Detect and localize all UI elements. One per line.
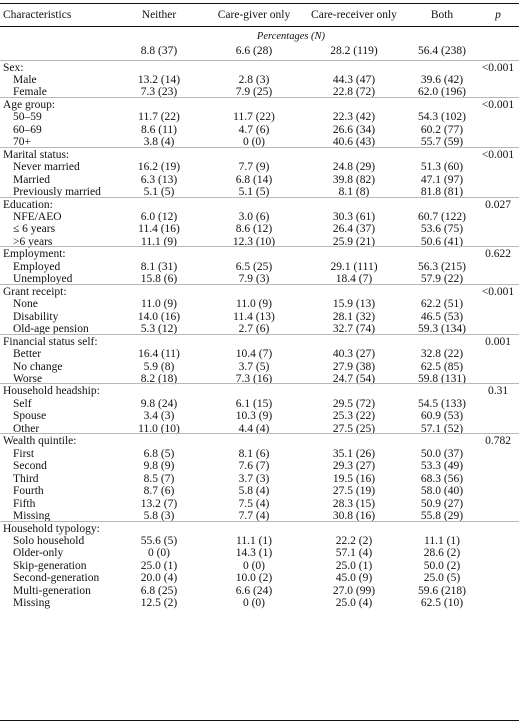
cell-care-receiver-only: 25.0 (4)	[335, 597, 373, 610]
cell-neither: 6.8 (25)	[140, 584, 178, 597]
row-label: Second	[13, 460, 47, 473]
cell-both: 57.1 (52)	[420, 422, 464, 435]
total-care-receiver-only: 28.2 (119)	[330, 45, 378, 57]
group-label: Sex:	[3, 61, 24, 74]
cell-care-receiver-only: 29.5 (72)	[332, 397, 376, 410]
cell-neither: 9.8 (24)	[140, 397, 178, 410]
cell-neither: 15.8 (6)	[140, 273, 178, 286]
cell-care-receiver-only: 8.1 (8)	[338, 186, 370, 199]
cell-care-receiver-only: 27.5 (19)	[332, 485, 376, 498]
cell-care-giver-only: 7.7 (9)	[238, 161, 270, 174]
cell-care-giver-only: 10.0 (2)	[235, 572, 273, 585]
cell-neither: 55.6 (5)	[140, 534, 178, 547]
cell-neither: 13.2 (14)	[137, 73, 181, 86]
cell-care-giver-only: 0 (0)	[242, 597, 266, 610]
group-p-value: 0.782	[485, 435, 511, 448]
cell-care-receiver-only: 25.3 (22)	[332, 410, 376, 423]
cell-care-giver-only: 2.7 (6)	[238, 323, 270, 336]
cell-neither: 16.4 (11)	[138, 348, 180, 361]
cell-neither: 6.3 (13)	[140, 173, 178, 186]
total-both: 56.4 (238)	[418, 45, 466, 57]
header-both: Both	[430, 9, 454, 21]
row-label: Older-only	[13, 547, 64, 560]
cell-neither: 14.0 (16)	[137, 310, 181, 323]
cell-care-receiver-only: 57.1 (4)	[335, 547, 373, 560]
cell-neither: 11.0 (9)	[141, 298, 177, 311]
header-rule	[0, 26, 519, 27]
cell-neither: 25.0 (1)	[140, 559, 178, 572]
cell-care-receiver-only: 30.3 (61)	[332, 211, 376, 224]
cell-both: 53.3 (49)	[420, 460, 464, 473]
row-label: ≤ 6 years	[13, 223, 56, 236]
cell-both: 62.0 (196)	[418, 86, 466, 99]
cell-care-receiver-only: 18.4 (7)	[335, 273, 373, 286]
group-p-value: 0.027	[485, 198, 511, 211]
group-p-value: 0.31	[487, 385, 509, 398]
cell-care-giver-only: 0 (0)	[242, 136, 266, 149]
group-label: Grant receipt:	[3, 285, 67, 298]
cell-both: 51.3 (60)	[420, 161, 464, 174]
cell-care-receiver-only: 29.3 (27)	[332, 460, 376, 473]
cell-both: 32.8 (22)	[420, 348, 464, 361]
cell-both: 50.6 (41)	[420, 235, 464, 248]
row-label: Missing	[13, 597, 51, 610]
cell-neither: 16.2 (19)	[137, 161, 181, 174]
cell-care-receiver-only: 28.3 (15)	[332, 497, 376, 510]
cell-care-giver-only: 11.0 (9)	[236, 298, 272, 311]
row-label: Previously married	[13, 186, 101, 199]
cell-care-giver-only: 8.1 (6)	[238, 447, 270, 460]
cell-care-giver-only: 6.1 (15)	[235, 397, 273, 410]
cell-care-receiver-only: 40.3 (27)	[332, 348, 376, 361]
row-label: Third	[13, 472, 39, 485]
cell-both: 25.0 (5)	[423, 572, 461, 585]
cell-care-giver-only: 0 (0)	[242, 559, 266, 572]
cell-both: 55.8 (29)	[420, 510, 464, 523]
cell-care-receiver-only: 32.7 (74)	[332, 323, 376, 336]
cell-care-giver-only: 8.6 (12)	[235, 223, 273, 236]
cell-care-receiver-only: 19.5 (16)	[332, 472, 376, 485]
cell-neither: 3.4 (3)	[143, 410, 175, 423]
group-label: Age group:	[3, 98, 56, 111]
cell-care-giver-only: 4.7 (6)	[238, 123, 270, 136]
row-label: Missing	[13, 510, 51, 523]
cell-care-giver-only: 6.8 (14)	[235, 173, 273, 186]
group-label: Household headship:	[3, 385, 100, 398]
row-label: Married	[13, 173, 51, 186]
cell-care-receiver-only: 27.0 (99)	[332, 584, 376, 597]
cell-both: 50.0 (2)	[423, 559, 461, 572]
cell-both: 59.8 (131)	[418, 373, 466, 385]
header-care-giver-only: Care-giver only	[217, 9, 291, 21]
cell-both: 50.0 (37)	[420, 447, 464, 460]
cell-care-receiver-only: 25.9 (21)	[332, 235, 376, 248]
row-label: >6 years	[13, 235, 53, 248]
cell-both: 81.8 (81)	[420, 186, 464, 199]
cell-care-giver-only: 3.7 (3)	[238, 472, 270, 485]
cell-both: 60.7 (122)	[418, 211, 466, 224]
group-label: Wealth quintile:	[3, 435, 77, 448]
total-care-giver-only: 6.6 (28)	[235, 45, 273, 57]
cell-neither: 3.8 (4)	[143, 136, 175, 149]
cell-care-receiver-only: 30.8 (16)	[332, 510, 376, 523]
cell-care-giver-only: 10.4 (7)	[235, 348, 273, 361]
row-label: Female	[13, 86, 47, 99]
total-neither: 8.8 (37)	[140, 45, 178, 57]
cell-care-giver-only: 11.1 (1)	[236, 534, 272, 547]
cell-both: 59.3 (134)	[418, 323, 466, 336]
cell-both: 55.7 (59)	[420, 136, 464, 149]
cell-care-receiver-only: 22.8 (72)	[332, 86, 376, 99]
cell-neither: 11.0 (10)	[138, 422, 180, 435]
cell-care-giver-only: 7.7 (4)	[238, 510, 270, 523]
row-label: Employed	[13, 260, 61, 273]
row-label: Fifth	[13, 497, 36, 510]
row-label: Old-age pension	[13, 323, 89, 336]
cell-both: 39.6 (42)	[420, 73, 464, 86]
row-label: Other	[13, 422, 40, 435]
group-p-value: 0.622	[485, 248, 511, 261]
group-label: Employment:	[3, 248, 66, 261]
row-label: Disability	[13, 310, 59, 323]
cell-care-receiver-only: 27.9 (38)	[332, 360, 376, 373]
cell-care-giver-only: 5.1 (5)	[238, 186, 270, 199]
row-label: Skip-generation	[13, 559, 87, 572]
cell-neither: 8.5 (7)	[143, 472, 175, 485]
cell-neither: 8.1 (31)	[140, 260, 178, 273]
cell-care-receiver-only: 35.1 (26)	[332, 447, 376, 460]
cell-both: 50.9 (27)	[420, 497, 464, 510]
cell-care-giver-only: 11.7 (22)	[233, 111, 275, 124]
cell-care-giver-only: 7.9 (3)	[238, 273, 270, 286]
row-label: First	[13, 447, 35, 460]
group-p-value: <0.001	[481, 61, 515, 74]
cell-neither: 9.8 (9)	[143, 460, 175, 473]
cell-care-giver-only: 11.4 (13)	[233, 310, 275, 323]
row-label: 70+	[13, 136, 31, 149]
cell-neither: 6.0 (12)	[140, 211, 178, 224]
cell-care-receiver-only: 39.8 (82)	[332, 173, 376, 186]
cell-both: 11.1 (1)	[424, 534, 460, 547]
cell-both: 59.6 (218)	[418, 584, 466, 597]
cell-care-giver-only: 7.3 (16)	[235, 373, 273, 385]
cell-care-giver-only: 7.6 (7)	[238, 460, 270, 473]
cell-care-giver-only: 2.8 (3)	[238, 73, 270, 86]
row-label: Spouse	[13, 410, 47, 423]
row-label: Better	[13, 348, 42, 361]
cell-neither: 8.2 (18)	[140, 373, 178, 385]
cell-neither: 5.1 (5)	[143, 186, 175, 199]
cell-both: 68.3 (56)	[420, 472, 464, 485]
top-rule	[0, 3, 519, 4]
cell-neither: 5.3 (12)	[140, 323, 178, 336]
cell-both: 62.5 (10)	[420, 597, 464, 610]
row-label: NFE/AEO	[13, 211, 62, 224]
header-characteristics: Characteristics	[3, 9, 72, 21]
group-p-value: 0.001	[485, 335, 511, 348]
cell-both: 54.3 (102)	[418, 111, 466, 124]
cell-neither: 11.4 (16)	[138, 223, 180, 236]
cell-neither: 6.8 (5)	[143, 447, 175, 460]
cell-care-receiver-only: 24.8 (29)	[332, 161, 376, 174]
cell-both: 56.3 (215)	[418, 260, 466, 273]
table-row	[0, 596, 519, 610]
cell-both: 53.6 (75)	[420, 223, 464, 236]
cell-care-giver-only: 6.5 (25)	[235, 260, 273, 273]
cell-care-giver-only: 5.8 (4)	[238, 485, 270, 498]
cell-care-receiver-only: 40.6 (43)	[332, 136, 376, 149]
row-label: No change	[13, 360, 63, 373]
cell-care-giver-only: 14.3 (1)	[235, 547, 273, 560]
cell-care-receiver-only: 26.6 (34)	[332, 123, 376, 136]
cell-care-receiver-only: 26.4 (37)	[332, 223, 376, 236]
row-label: Never married	[13, 161, 80, 174]
row-label: 50–59	[13, 111, 42, 124]
group-label: Education:	[3, 198, 53, 211]
cell-care-receiver-only: 28.1 (32)	[332, 310, 376, 323]
percentages-subheader: Percentages (N)	[256, 31, 326, 42]
group-p-value: <0.001	[481, 148, 515, 161]
row-label: None	[13, 298, 38, 311]
cell-care-receiver-only: 27.5 (25)	[332, 422, 376, 435]
row-label: Worse	[13, 373, 43, 385]
cell-care-giver-only: 3.0 (6)	[238, 211, 270, 224]
cell-care-giver-only: 4.4 (4)	[238, 422, 270, 435]
cell-care-receiver-only: 44.3 (47)	[332, 73, 376, 86]
cell-both: 60.2 (77)	[420, 123, 464, 136]
group-label: Marital status:	[3, 148, 70, 161]
group-label: Household typology:	[3, 522, 100, 535]
cell-care-receiver-only: 25.0 (1)	[335, 559, 373, 572]
cell-care-receiver-only: 22.2 (2)	[335, 534, 373, 547]
header-p-value: p	[495, 9, 501, 21]
row-label: Second-generation	[13, 572, 100, 585]
cell-neither: 11.1 (9)	[141, 235, 177, 248]
bottom-rule	[0, 720, 519, 721]
total-row	[0, 44, 519, 58]
row-label: 60–69	[13, 123, 42, 136]
group-p-value: <0.001	[481, 98, 515, 111]
cell-neither: 11.7 (22)	[138, 111, 180, 124]
cell-neither: 5.9 (8)	[143, 360, 175, 373]
cell-neither: 12.5 (2)	[140, 597, 178, 610]
row-label: Unemployed	[13, 273, 73, 286]
cell-care-receiver-only: 22.3 (42)	[332, 111, 376, 124]
cell-care-giver-only: 12.3 (10)	[232, 235, 276, 248]
cell-care-giver-only: 10.3 (9)	[235, 410, 273, 423]
cell-both: 58.0 (40)	[420, 485, 464, 498]
cell-both: 54.5 (133)	[418, 397, 466, 410]
header-care-receiver-only: Care-receiver only	[311, 9, 397, 21]
cell-neither: 20.0 (4)	[140, 572, 178, 585]
group-p-value: <0.001	[481, 285, 515, 298]
cell-care-giver-only: 3.7 (5)	[238, 360, 270, 373]
cell-both: 62.2 (51)	[420, 298, 464, 311]
cell-care-receiver-only: 45.0 (9)	[335, 572, 373, 585]
cell-care-giver-only: 7.5 (4)	[238, 497, 270, 510]
cell-neither: 8.6 (11)	[141, 123, 177, 136]
cell-care-giver-only: 7.9 (25)	[235, 86, 273, 99]
row-label: Solo household	[13, 534, 85, 547]
cell-neither: 8.7 (6)	[143, 485, 175, 498]
cell-care-receiver-only: 24.7 (54)	[332, 373, 376, 385]
cell-neither: 13.2 (7)	[140, 497, 178, 510]
cell-both: 28.6 (2)	[423, 547, 461, 560]
row-label: Male	[13, 73, 37, 86]
cell-both: 47.1 (97)	[420, 173, 464, 186]
cell-care-receiver-only: 15.9 (13)	[332, 298, 376, 311]
row-label: Self	[13, 397, 32, 410]
cell-care-receiver-only: 29.1 (111)	[330, 260, 378, 273]
header-neither: Neither	[141, 9, 177, 21]
cell-both: 62.5 (85)	[420, 360, 464, 373]
cell-neither: 0 (0)	[147, 547, 171, 560]
cell-both: 57.9 (22)	[420, 273, 464, 286]
cell-neither: 7.3 (23)	[140, 86, 178, 99]
row-label: Multi-generation	[13, 584, 91, 597]
cell-both: 60.9 (53)	[420, 410, 464, 423]
cell-care-giver-only: 6.6 (24)	[235, 584, 273, 597]
cell-both: 46.5 (53)	[420, 310, 464, 323]
row-label: Fourth	[13, 485, 44, 498]
cell-neither: 5.8 (3)	[143, 510, 175, 523]
group-label: Financial status self:	[3, 335, 98, 348]
